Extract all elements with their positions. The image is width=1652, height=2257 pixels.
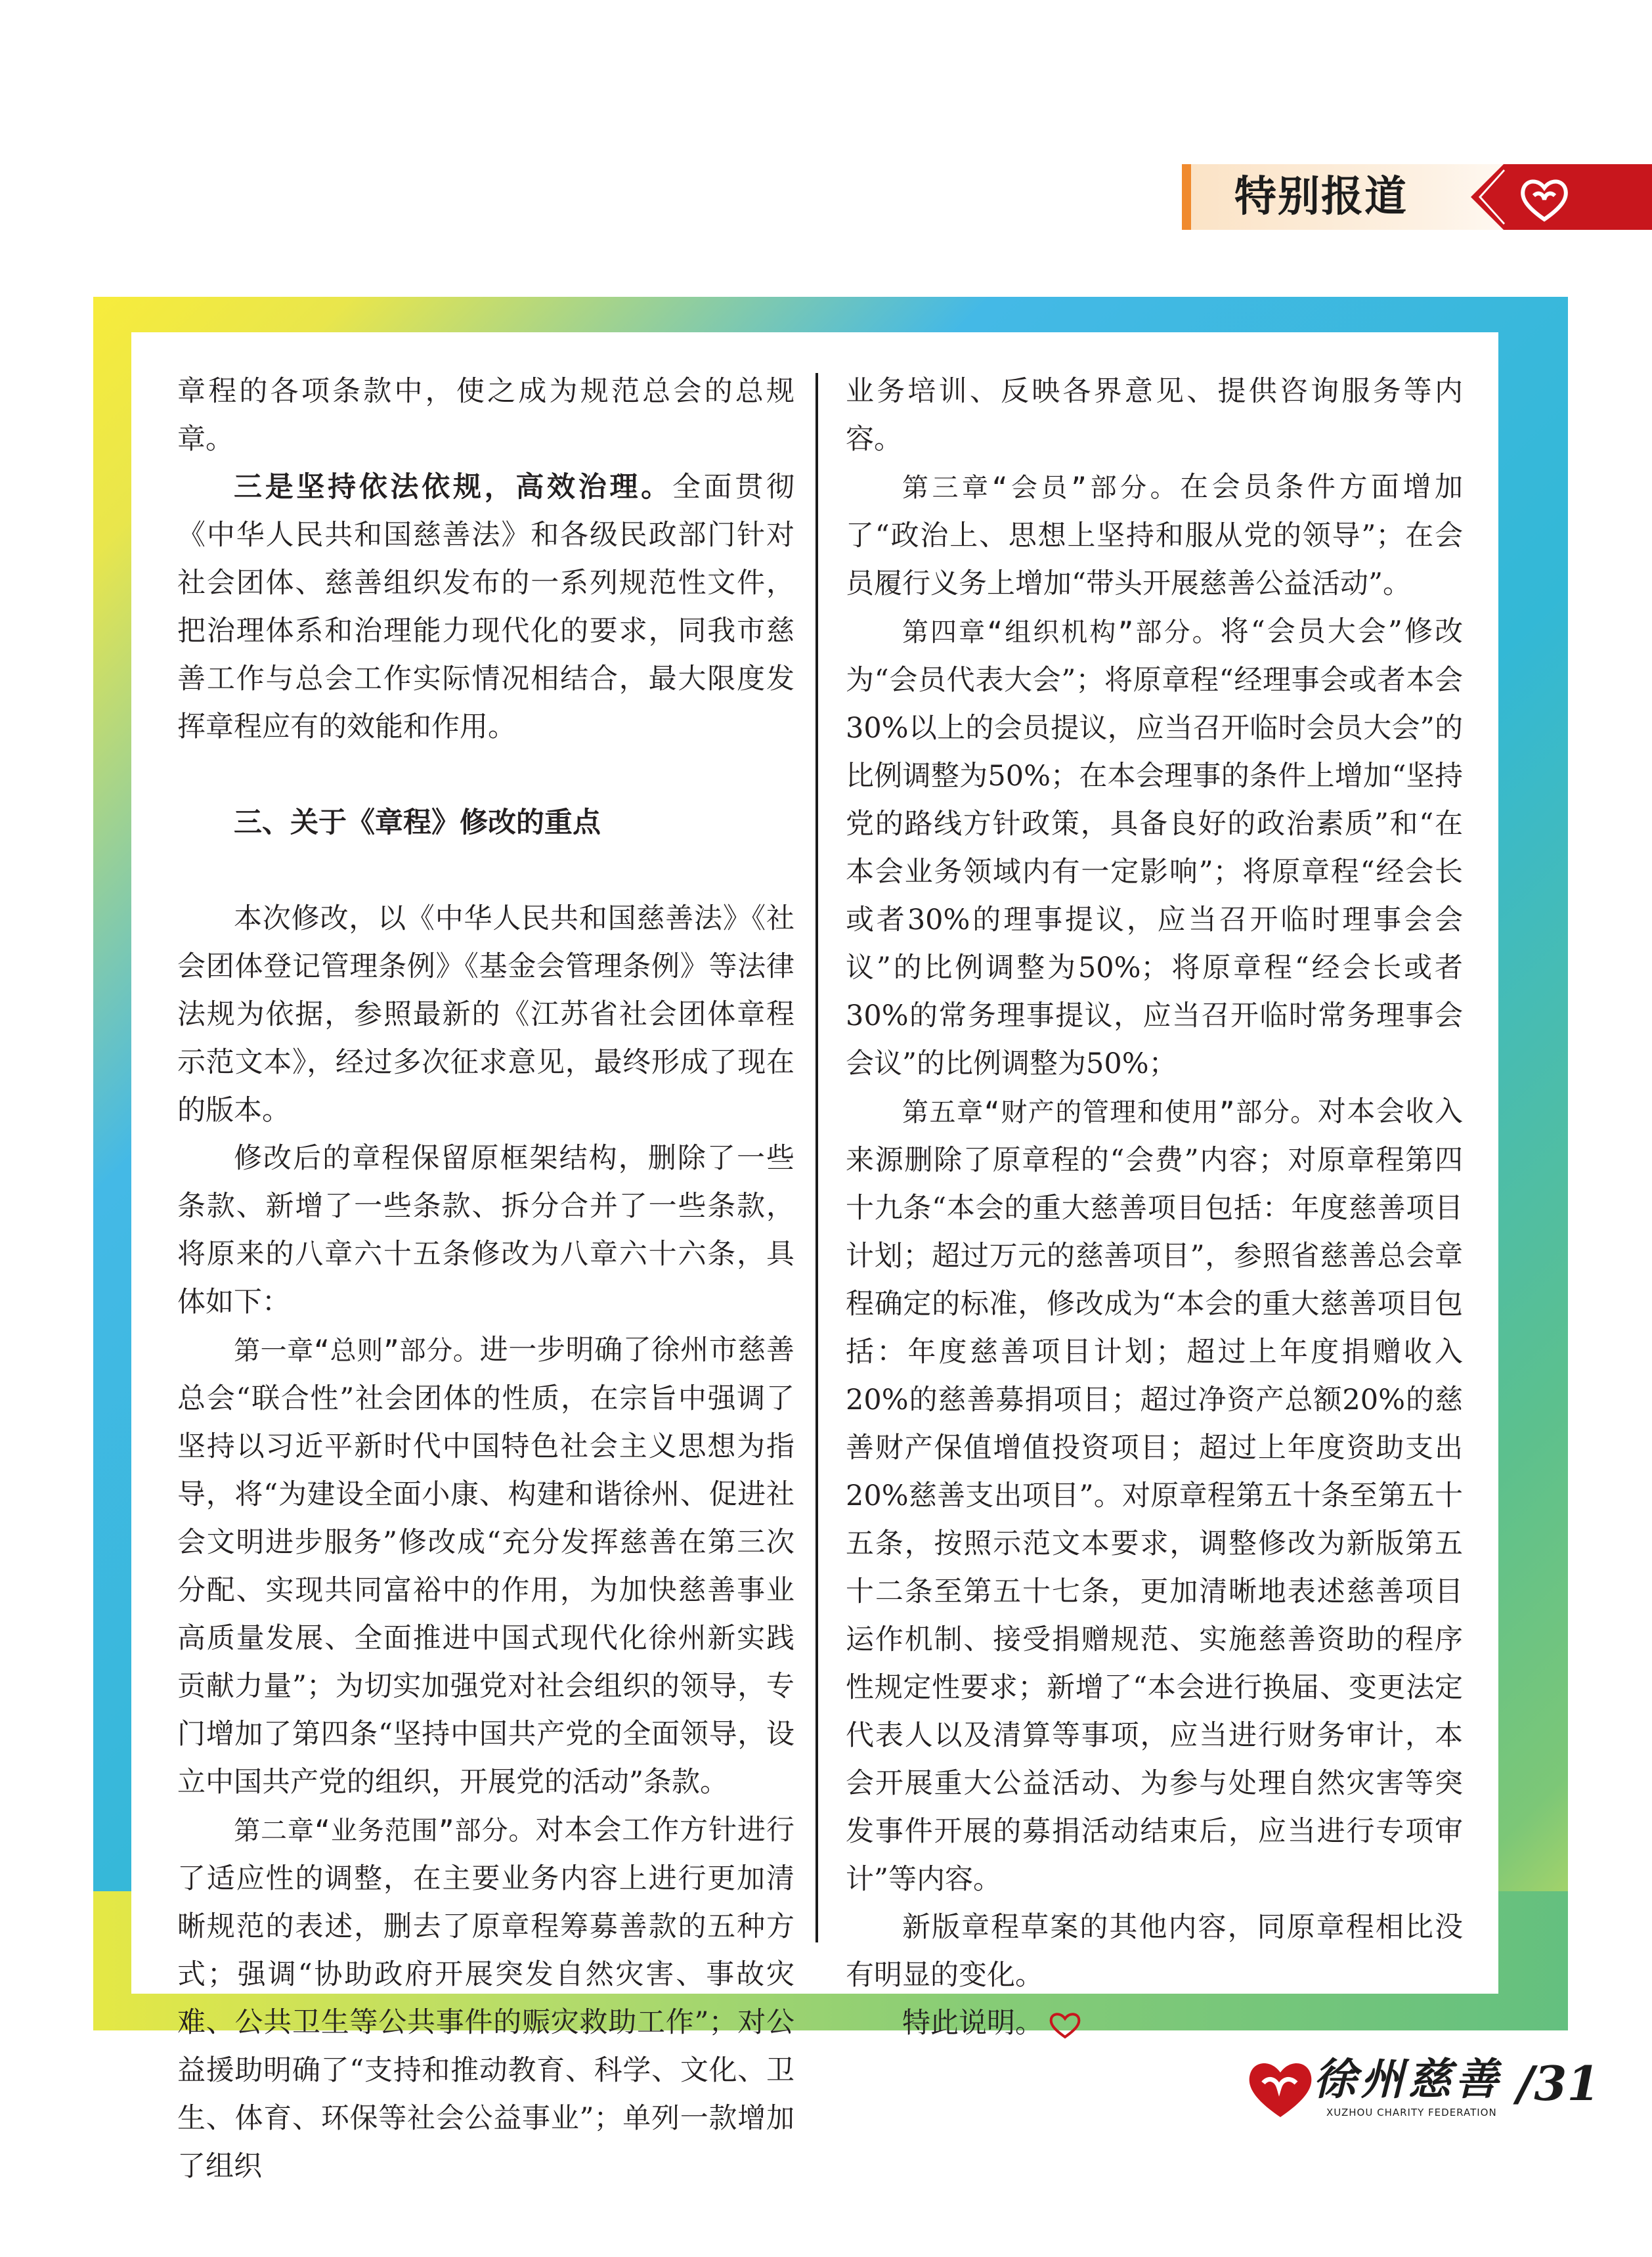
heart-outline-icon <box>1049 2011 1081 2040</box>
charity-heart-logo-icon <box>1464 164 1652 230</box>
paragraph-text: 特此说明。 <box>902 2007 1043 2040</box>
chapter-lead: 第一章“总则”部分。 <box>234 1336 480 1366</box>
paragraph <box>846 464 1463 608</box>
paragraph: 新版章程草案的其他内容，同原章程相比没有明显的变化。 <box>846 1911 1463 1992</box>
column-divider <box>815 373 818 1942</box>
paragraph <box>177 1807 794 2191</box>
chapter-lead: 第二章“业务范围”部分。 <box>234 1816 536 1846</box>
header-accent-bar <box>1182 164 1191 230</box>
left-column <box>177 368 794 2191</box>
right-column <box>846 368 1463 2048</box>
paragraph-text: 对本会收入来源删除了原章程的“会费”内容；对原章程第四十九条“本会的重大慈善项目包括：年度慈善项目计划；超过万元的慈善项目”，参照省慈善总会章程确定的标准，修改成为“本会的重大慈善项目包括：年度慈善项目计划；超过上年度捐赠收入20%的慈善募捐项目；超过净资产总额20%的慈善财产保值增值投资项目；超过上年度资助支出20%慈善支出项目”。对原章程第五十条至第五十五条，按照示范文本要求，调整修改为新版第五十二条至第五十七条，更加清晰地表述慈善项目运作机制、接受捐赠规范、实施慈善资助的程序性规定性要求；新增了“本会进行换届、变更法定代表人以及清算等事项，应当进行财务审计，本会开展重大公益活动、为参与处理自然灾害等突发事件开展的募捐活动结束后，应当进行专项审计”等内容。 <box>846 1095 1463 1896</box>
paragraph-text: 对本会工作方针进行了适应性的调整，在主要业务内容上进行更加清晰规范的表述，删去了原章程筹募善款的五种方式；强调“协助政府开展突发自然灾害、事故灾难、公共卫生等公共事件的赈灾救助工作”；对公益援助明确了“支持和推动教育、科学、文化、卫生、体育、环保等社会公益事业”；单列一款增加了组织 <box>177 1814 794 2183</box>
paragraph-text: 进一步明确了徐州市慈善总会“联合性”社会团体的性质，在宗旨中强调了坚持以习近平新时代中国特色社会主义思想为指导，将“为建设全面小康、构建和谐徐州、促进社会文明进步服务”修改成“充分发挥慈善在第三次分配、实现共同富裕中的作用，为加快慈善事业高质量发展、全面推进中国式现代化徐州新实践贡献力量”；为切实加强党对社会组织的领导，专门增加了第四条“坚持中国共产党的全面领导，设立中国共产党的组织，开展党的活动”条款。 <box>177 1334 794 1799</box>
charity-heart-logo-icon <box>1241 2049 1320 2128</box>
paragraph: 业务培训、反映各界意见、提供咨询服务等内容。 <box>846 375 1463 456</box>
chapter-lead: 第五章“财产的管理和使用”部分。 <box>902 1097 1318 1128</box>
section-header <box>1182 164 1652 230</box>
page-number: /31 <box>1517 2055 1600 2111</box>
paragraph <box>846 1088 1463 1904</box>
section-title: 特别报道 <box>1234 173 1408 221</box>
paragraph-text: 在会员条件方面增加了“政治上、思想上坚持和服从党的领导”；在会员履行义务上增加“带头开展慈善公益活动”。 <box>846 471 1464 600</box>
paragraph: 修改后的章程保留原框架结构，删除了一些条款、新增了一些条款、拆分合并了一些条款，将原来的八章六十五条修改为八章六十六条，具体如下： <box>177 1142 794 1319</box>
paragraph: 章程的各项条款中，使之成为规范总会的总规章。 <box>177 375 794 456</box>
section-heading: 三、关于《章程》修改的重点 <box>234 806 601 839</box>
paragraph <box>177 1326 794 1807</box>
publication-brand-en: XUZHOU CHARITY FEDERATION <box>1326 2107 1497 2118</box>
chapter-lead: 第四章“组织机构”部分。 <box>902 617 1221 647</box>
paragraph: 本次修改，以《中华人民共和国慈善法》《社会团体登记管理条例》《基金会管理条例》等法律法规为依据，参照最新的《江苏省社会团体章程示范文本》，经过多次征求意见，最终形成了现在的版本。 <box>177 902 794 1127</box>
chapter-lead: 第三章“会员”部分。 <box>902 473 1181 503</box>
closing-paragraph <box>846 2000 1463 2048</box>
publication-brand: 徐州慈善 <box>1313 2053 1502 2105</box>
paragraph-text: 全面贯彻《中华人民共和国慈善法》和各级民政部门针对社会团体、慈善组织发布的一系列规范性文件，把治理体系和治理能力现代化的要求，同我市慈善工作与总会工作实际情况相结合，最大限度发挥章程应有的效能和作用。 <box>177 471 795 743</box>
paragraph-text: 将“会员大会”修改为“会员代表大会”；将原章程“经理事会或者本会30%以上的会员提议，应当召开临时会员大会”的比例调整为50%；在本会理事的条件上增加“坚持党的路线方针政策，具备良好的政治素质”和“在本会业务领域内有一定影响”；将原章程“经会长或者30%的理事提议，应当召开临时理事会会议”的比例调整为50%；将原章程“经会长或者30%的常务理事提议，应当召开临时常务理事会会议”的比例调整为50%； <box>846 615 1463 1080</box>
paragraph <box>846 608 1463 1088</box>
paragraph <box>177 464 794 751</box>
page-footer <box>1241 2049 1609 2128</box>
emphasis-lead: 三是坚持依法依规，高效治理。 <box>234 471 672 504</box>
